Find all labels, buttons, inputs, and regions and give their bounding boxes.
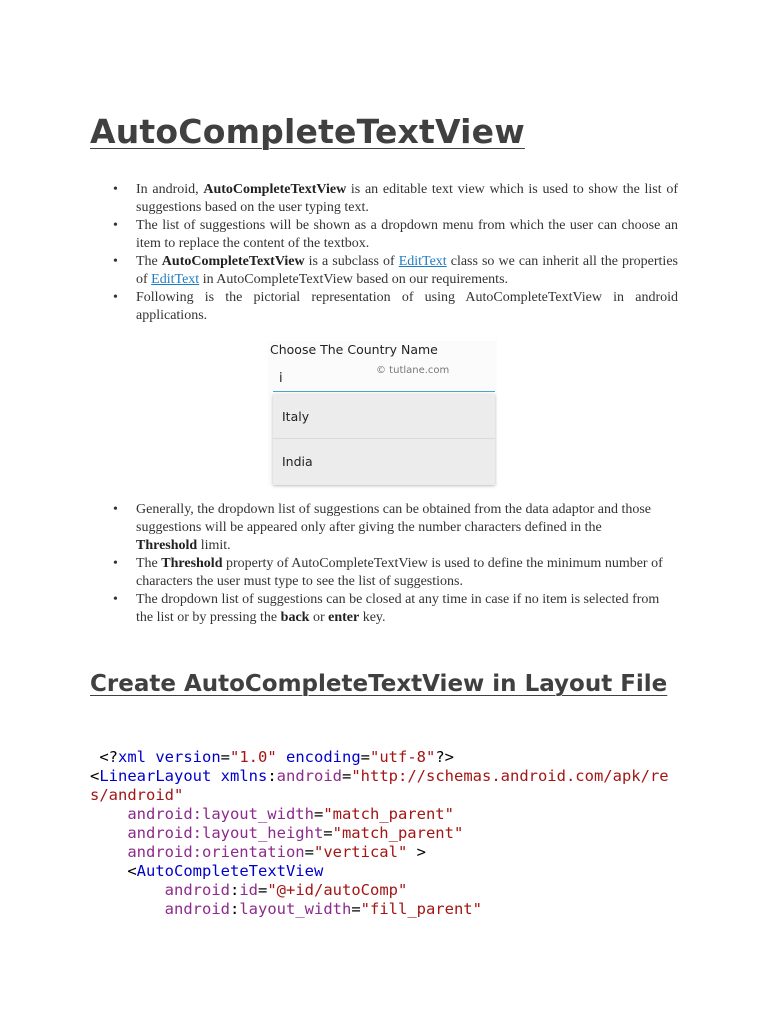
code-token: < <box>90 862 137 880</box>
bold-term: AutoCompleteTextView <box>161 254 305 269</box>
list-item <box>113 253 678 289</box>
bullet-icon: • <box>113 182 118 197</box>
code-token: "@+id/autoComp" <box>267 881 408 899</box>
bullet-icon: • <box>113 254 118 269</box>
dropdown-option: India <box>282 454 313 469</box>
bold-term: back <box>280 610 310 625</box>
code-token: android <box>164 881 230 899</box>
code-token: "fill_parent" <box>360 900 482 918</box>
code-token: : <box>267 767 277 785</box>
watermark: © tutlane.com <box>376 365 450 376</box>
text-run: is an editable text view which is used to show the list of suggestions based on the user typing text. <box>136 182 678 215</box>
code-token: <? <box>90 748 118 766</box>
code-token: = <box>258 881 268 899</box>
code-token: id <box>239 881 258 899</box>
text-run: Following is the pictorial representation of using AutoCompleteTextView in android applications. <box>136 290 678 323</box>
text-run: is a subclass of <box>304 254 399 269</box>
code-token <box>90 805 127 823</box>
code-token: > <box>407 843 426 861</box>
text-run: in AutoCompleteTextView based on our requirements. <box>199 272 509 287</box>
intro-bullet-list <box>113 181 678 325</box>
code-token: = <box>351 900 361 918</box>
page-title: AutoCompleteTextView <box>90 112 525 151</box>
code-token: "http://schemas.android.com/apk/re <box>351 767 669 785</box>
bold-term: Threshold <box>161 556 223 571</box>
code-token: = <box>342 767 352 785</box>
code-token: android:orientation <box>127 843 305 861</box>
text-run: or <box>309 610 329 625</box>
edittext-link[interactable]: EditText <box>151 272 200 287</box>
details-bullet-list <box>113 501 666 627</box>
bullet-icon: • <box>113 290 118 305</box>
code-block <box>90 748 669 919</box>
code-token <box>90 843 127 861</box>
text-run: limit. <box>197 538 231 553</box>
code-token: = <box>304 843 314 861</box>
section-heading: Create AutoCompleteTextView in Layout File <box>90 671 668 697</box>
bullet-icon: • <box>113 556 118 571</box>
code-token: layout_width <box>239 900 352 918</box>
mockup-dropdown <box>273 394 495 485</box>
code-token: xml version <box>118 748 221 766</box>
mockup-label: Choose The Country Name <box>270 342 438 357</box>
bold-term: enter <box>328 610 360 625</box>
code-token <box>90 824 127 842</box>
bullet-icon: • <box>113 502 118 517</box>
bold-term: AutoCompleteTextView <box>203 182 347 197</box>
text-run: The dropdown list of suggestions can be closed at any time in case if no item is selected from the list or by pressing the <box>136 592 660 625</box>
code-token: AutoCompleteTextView <box>136 862 324 880</box>
code-token: = <box>360 748 371 766</box>
code-token: LinearLayout xmlns <box>99 767 268 785</box>
list-item <box>113 501 666 555</box>
code-token: android <box>276 767 342 785</box>
bullet-icon: • <box>113 592 118 607</box>
text-run: The <box>136 254 162 269</box>
code-token: : <box>229 881 240 899</box>
list-item <box>113 555 666 591</box>
list-item <box>113 181 678 217</box>
code-token: : <box>229 900 240 918</box>
code-token <box>90 900 165 918</box>
list-item <box>113 591 666 627</box>
bold-term: Threshold <box>136 538 198 553</box>
mockup-input-value: i <box>279 371 283 386</box>
edittext-link[interactable]: EditText <box>398 254 447 269</box>
code-token: = <box>323 824 333 842</box>
text-run: property of AutoCompleteTextView is used to define the minimum number of characters the user must type to see the list of suggestions. <box>136 556 663 589</box>
code-token: "1.0" <box>230 748 277 766</box>
dropdown-option: Italy <box>273 394 495 439</box>
autocomplete-example-image <box>268 341 497 486</box>
text-run: key. <box>359 610 386 625</box>
code-token: android:layout_height <box>127 824 324 842</box>
bullet-icon: • <box>113 218 118 233</box>
code-token: "vertical" <box>313 843 408 861</box>
code-token: "match_parent" <box>323 805 454 823</box>
code-token: = <box>313 805 324 823</box>
code-token: "utf-8" <box>370 748 436 766</box>
code-token: android <box>164 900 230 918</box>
code-token: = <box>220 748 230 766</box>
list-item <box>113 289 678 325</box>
text-run: The list of suggestions will be shown as a dropdown menu from which the user can choose an item to replace the content of the textbox. <box>136 218 678 251</box>
code-token: "match_parent" <box>332 824 464 842</box>
code-token: ?> <box>435 748 455 766</box>
list-item <box>113 217 678 253</box>
code-token: encoding <box>276 748 361 766</box>
text-run: class so we can inherit all the properties of <box>136 254 678 287</box>
code-token: android:layout_width <box>127 805 314 823</box>
code-token: s/android" <box>90 786 184 804</box>
text-run: In android, <box>136 182 204 197</box>
text-run: The <box>136 556 162 571</box>
code-token <box>90 881 165 899</box>
code-token: < <box>90 767 100 785</box>
text-run: Generally, the dropdown list of suggestions can be obtained from the data adaptor and those suggestions will be appeared only after giving the number characters defined in the <box>136 502 652 535</box>
